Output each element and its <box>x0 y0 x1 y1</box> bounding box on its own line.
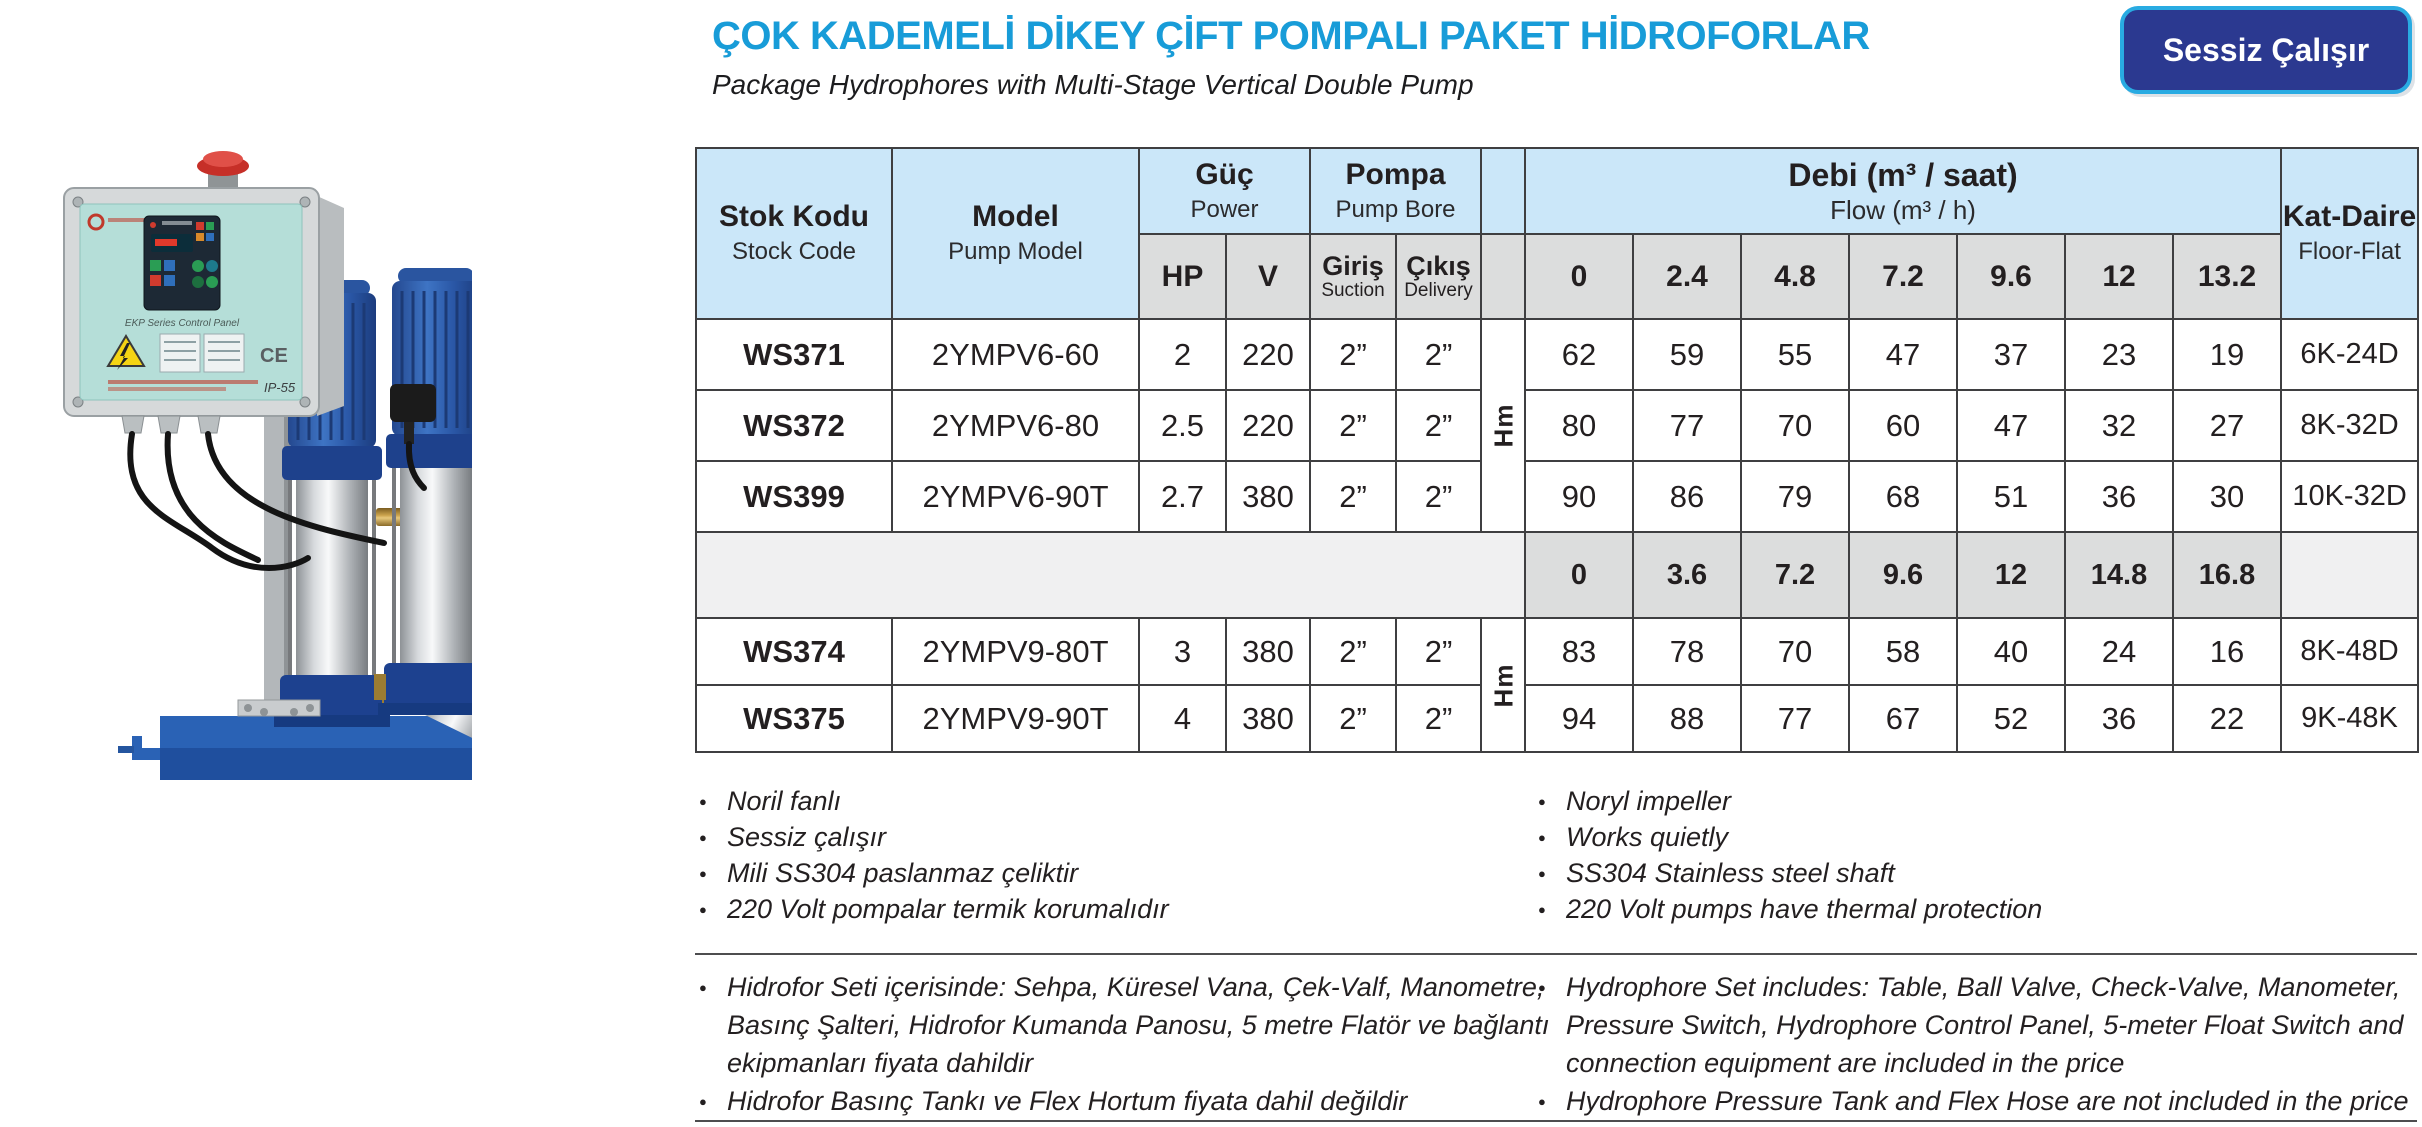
header-power-en: Power <box>1190 195 1259 223</box>
hm-vertical-label <box>1481 319 1525 532</box>
list-item: ● Noryl impeller <box>1536 783 2416 819</box>
list-item: ● Hidrofor Basınç Tankı ve Flex Hortum fiyata dahil değildir <box>697 1082 1552 1120</box>
pump-right <box>374 268 472 715</box>
list-item: ● Hydrophore Pressure Tank and Flex Hose are not included in the price <box>1536 1082 2422 1120</box>
cell-flow: 55 <box>1741 319 1849 390</box>
list-item: ● Works quietly <box>1536 819 2416 855</box>
flow-col-header: 7.2 <box>1849 234 1957 319</box>
cell-flow: 58 <box>1849 618 1957 685</box>
cell-delivery: 2” <box>1396 685 1481 752</box>
cell-flow: 22 <box>2173 685 2281 752</box>
cell-stock-code: WS374 <box>696 618 892 685</box>
table-row <box>696 319 2418 390</box>
flow-subheader-row <box>696 532 2418 618</box>
list-item: ● SS304 Stainless steel shaft <box>1536 855 2416 891</box>
list-item: ● 220 Volt pumps have thermal protection <box>1536 891 2416 927</box>
header-floor-tr: Kat-Daire <box>2282 200 2417 233</box>
header-model-en: Pump Model <box>948 238 1083 265</box>
divider-line <box>695 953 2417 955</box>
header-stock-code-tr: Stok Kodu <box>719 200 869 233</box>
strip-flow-header: 7.2 <box>1741 532 1849 618</box>
cell-hp: 3 <box>1139 618 1226 685</box>
header-power-tr: Güç <box>1195 157 1254 191</box>
cell-flow: 78 <box>1633 618 1741 685</box>
list-item: ● 220 Volt pompalar termik korumalıdır <box>697 891 1537 927</box>
cell-floor: 9K-48K <box>2281 685 2418 752</box>
cell-hp: 2.7 <box>1139 461 1226 532</box>
strip-flow-header: 16.8 <box>2173 532 2281 618</box>
list-item: ● Noril fanlı <box>697 783 1537 819</box>
cell-floor: 8K-48D <box>2281 618 2418 685</box>
table-row <box>696 618 2418 685</box>
divider-line <box>695 1120 2417 1122</box>
header-delivery <box>1396 234 1481 319</box>
flow-col-header: 9.6 <box>1957 234 2065 319</box>
cell-flow: 36 <box>2065 461 2173 532</box>
header-bore-tr: Pompa <box>1345 157 1446 191</box>
table-row <box>696 461 2418 532</box>
flow-col-header: 4.8 <box>1741 234 1849 319</box>
cell-hp: 4 <box>1139 685 1226 752</box>
cell-flow: 16 <box>2173 618 2281 685</box>
page-header <box>712 14 2102 101</box>
cell-flow: 59 <box>1633 319 1741 390</box>
strip-flow-header: 9.6 <box>1849 532 1957 618</box>
cell-flow: 32 <box>2065 390 2173 461</box>
header-suction-en: Suction <box>1321 279 1385 301</box>
list-item: ● Hydrophore Set includes: Table, Ball Valve, Check-Valve, Manometer, Pressure Switch, Hydrophore Control Panel, 5-meter Float Switch and connection equipment are included in the price <box>1536 968 2422 1082</box>
strip-spacer-right <box>2281 532 2418 618</box>
cell-flow: 68 <box>1849 461 1957 532</box>
strip-flow-header: 12 <box>1957 532 2065 618</box>
cell-volt: 380 <box>1226 685 1310 752</box>
flow-col-header: 2.4 <box>1633 234 1741 319</box>
cell-delivery: 2” <box>1396 319 1481 390</box>
notes-list-tr <box>697 968 1552 1120</box>
cell-flow: 37 <box>1957 319 2065 390</box>
cell-delivery: 2” <box>1396 461 1481 532</box>
features-list-en <box>1536 783 2416 927</box>
silent-operation-badge: Sessiz Çalışır <box>2120 6 2412 94</box>
strip-flow-header: 14.8 <box>2065 532 2173 618</box>
cell-flow: 94 <box>1525 685 1633 752</box>
cell-flow: 70 <box>1741 618 1849 685</box>
cell-hp: 2 <box>1139 319 1226 390</box>
notes-list-en <box>1536 968 2422 1120</box>
flow-col-header: 0 <box>1525 234 1633 319</box>
flow-col-header: 13.2 <box>2173 234 2281 319</box>
cell-stock-code: WS371 <box>696 319 892 390</box>
header-model-tr: Model <box>972 200 1059 233</box>
header-bore-en: Pump Bore <box>1335 195 1456 223</box>
cell-suction: 2” <box>1310 390 1396 461</box>
header-floor-flat <box>2281 148 2418 319</box>
cell-flow: 86 <box>1633 461 1741 532</box>
strip-flow-header: 3.6 <box>1633 532 1741 618</box>
header-flow-group <box>1525 148 2281 234</box>
cell-delivery: 2” <box>1396 390 1481 461</box>
header-power-group <box>1139 148 1310 234</box>
page-title: ÇOK KADEMELİ DİKEY ÇİFT POMPALI PAKET HİDROFORLAR <box>712 14 1870 58</box>
cell-flow: 51 <box>1957 461 2065 532</box>
flow-col-header: 12 <box>2065 234 2173 319</box>
header-hm-spacer-top <box>1481 148 1525 234</box>
cell-suction: 2” <box>1310 461 1396 532</box>
cell-floor: 8K-32D <box>2281 390 2418 461</box>
strip-flow-header: 0 <box>1525 532 1633 618</box>
page-subtitle: Package Hydrophores with Multi-Stage Vertical Double Pump <box>712 69 1474 100</box>
header-hp: HP <box>1139 234 1226 319</box>
features-list-tr <box>697 783 1537 927</box>
list-item: ● Hidrofor Seti içerisinde: Sehpa, Küresel Vana, Çek-Valf, Manometre, Basınç Şalteri, Hidrofor Kumanda Panosu, 5 metre Flatör ve bağlantı ekipmanları fiyata dahildir <box>697 968 1552 1082</box>
cell-hp: 2.5 <box>1139 390 1226 461</box>
cell-flow: 88 <box>1633 685 1741 752</box>
header-stock-code <box>696 148 892 319</box>
cell-flow: 47 <box>1849 319 1957 390</box>
cell-flow: 80 <box>1525 390 1633 461</box>
hm-text: Hm <box>1488 403 1519 448</box>
pump-set-illustration <box>12 88 472 788</box>
cell-volt: 220 <box>1226 390 1310 461</box>
ip-rating-label: IP-55 <box>264 380 296 395</box>
hm-vertical-label <box>1481 618 1525 752</box>
cell-flow: 70 <box>1741 390 1849 461</box>
cell-flow: 60 <box>1849 390 1957 461</box>
cell-volt: 380 <box>1226 618 1310 685</box>
panel-series-label: EKP Series Control Panel <box>124 318 240 329</box>
spec-table <box>695 147 2419 753</box>
cell-flow: 77 <box>1633 390 1741 461</box>
cell-flow: 52 <box>1957 685 2065 752</box>
cell-flow: 47 <box>1957 390 2065 461</box>
cell-suction: 2” <box>1310 618 1396 685</box>
cell-flow: 77 <box>1741 685 1849 752</box>
table-row <box>696 390 2418 461</box>
cell-model: 2YMPV6-80 <box>892 390 1139 461</box>
cell-stock-code: WS372 <box>696 390 892 461</box>
header-suction-tr: Giriş <box>1322 250 1384 281</box>
header-model <box>892 148 1139 319</box>
list-item: ● Sessiz çalışır <box>697 819 1537 855</box>
table-row <box>696 685 2418 752</box>
cell-flow: 83 <box>1525 618 1633 685</box>
cell-flow: 67 <box>1849 685 1957 752</box>
strip-spacer-left <box>696 532 1525 618</box>
cell-stock-code: WS375 <box>696 685 892 752</box>
cell-flow: 23 <box>2065 319 2173 390</box>
cell-flow: 36 <box>2065 685 2173 752</box>
cell-flow: 90 <box>1525 461 1633 532</box>
header-suction <box>1310 234 1396 319</box>
header-bore-group <box>1310 148 1481 234</box>
cell-flow: 62 <box>1525 319 1633 390</box>
header-flow-tr: Debi (m³ / saat) <box>1788 156 2018 193</box>
header-delivery-tr: Çıkış <box>1406 250 1471 281</box>
header-hm-spacer-bottom <box>1481 234 1525 319</box>
header-stock-code-en: Stock Code <box>731 238 857 265</box>
cell-flow: 19 <box>2173 319 2281 390</box>
cell-flow: 30 <box>2173 461 2281 532</box>
cell-flow: 27 <box>2173 390 2281 461</box>
control-panel <box>64 151 344 433</box>
cell-flow: 79 <box>1741 461 1849 532</box>
header-flow-en: Flow (m³ / h) <box>1830 194 1976 225</box>
cell-model: 2YMPV6-60 <box>892 319 1139 390</box>
cell-stock-code: WS399 <box>696 461 892 532</box>
product-photo <box>12 88 472 788</box>
cell-model: 2YMPV9-80T <box>892 618 1139 685</box>
cell-suction: 2” <box>1310 685 1396 752</box>
header-floor-en: Floor-Flat <box>2298 238 2401 265</box>
cell-volt: 380 <box>1226 461 1310 532</box>
cell-flow: 24 <box>2065 618 2173 685</box>
ce-mark-label: CE <box>260 345 288 367</box>
cell-model: 2YMPV6-90T <box>892 461 1139 532</box>
list-item: ● Mili SS304 paslanmaz çeliktir <box>697 855 1537 891</box>
cell-volt: 220 <box>1226 319 1310 390</box>
cell-floor: 10K-32D <box>2281 461 2418 532</box>
cell-suction: 2” <box>1310 319 1396 390</box>
cell-model: 2YMPV9-90T <box>892 685 1139 752</box>
cell-flow: 40 <box>1957 618 2065 685</box>
header-volt: V <box>1226 234 1310 319</box>
pole-base-plate <box>238 700 320 716</box>
cell-floor: 6K-24D <box>2281 319 2418 390</box>
header-delivery-en: Delivery <box>1404 279 1473 301</box>
hm-text: Hm <box>1488 663 1519 707</box>
cell-delivery: 2” <box>1396 618 1481 685</box>
